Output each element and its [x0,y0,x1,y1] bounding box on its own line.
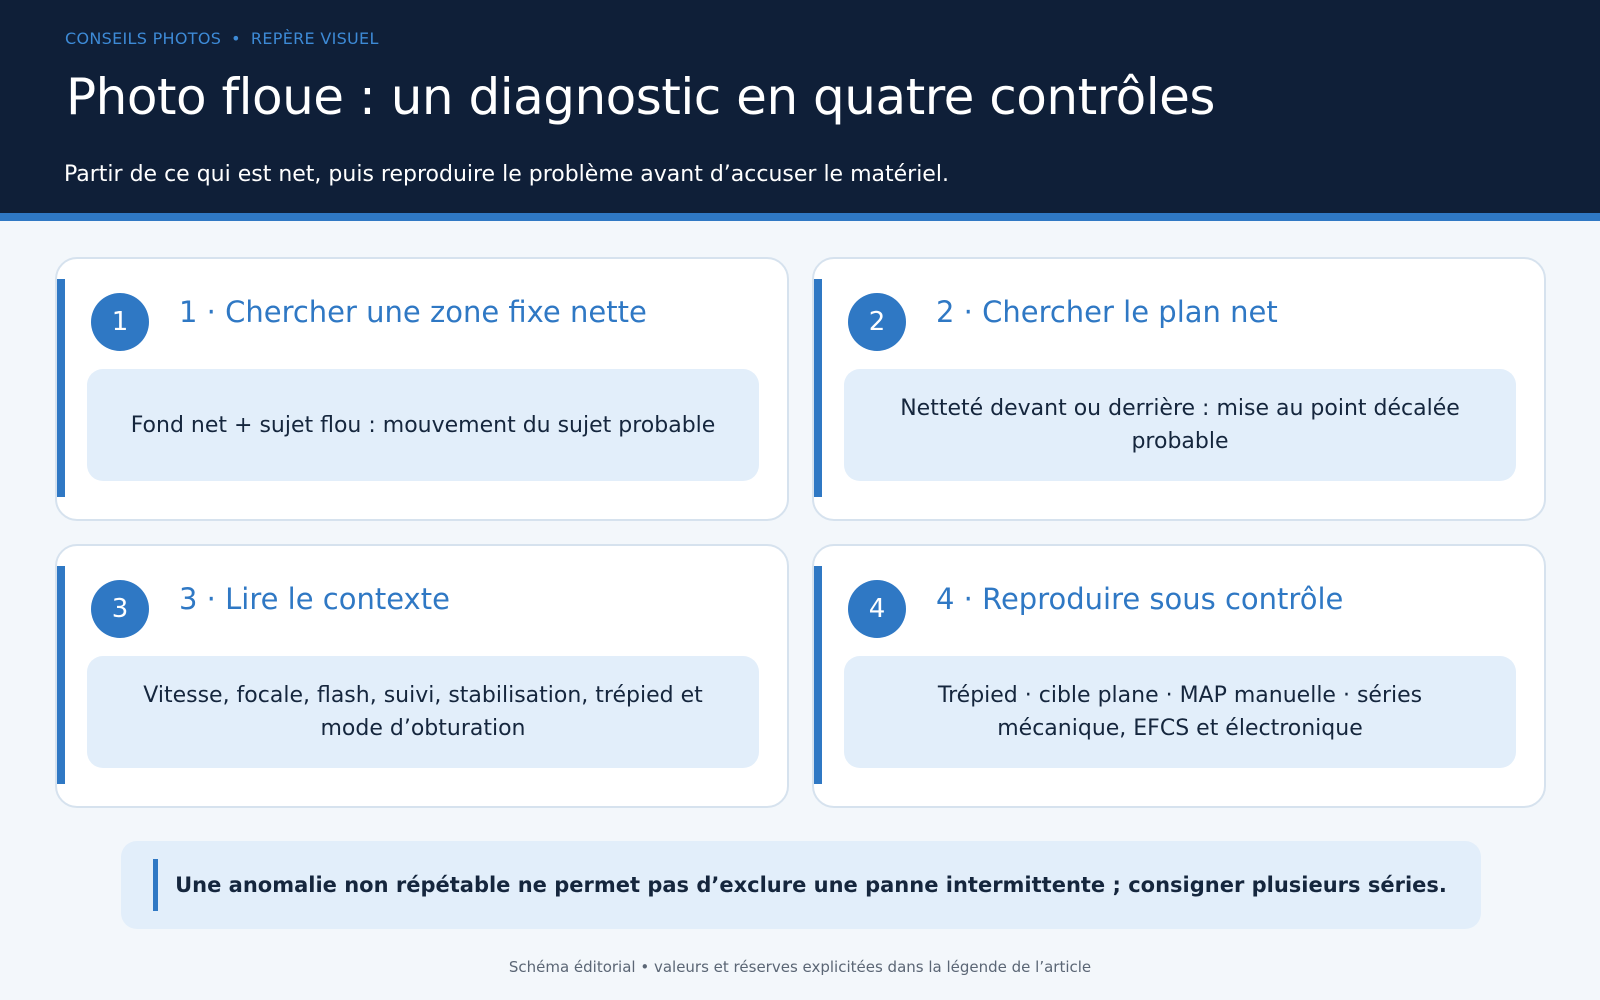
footer-caption: Schéma éditorial • valeurs et réserves explicitées dans la légende de l’article [508,958,1092,976]
page-header [0,0,1600,221]
step-number-badge: 1 [91,293,149,351]
step-title: 3 · Lire le contexte [179,582,450,616]
step-card-1 [55,257,789,521]
card-accent-bar [814,279,822,497]
step-number-badge: 4 [848,580,906,638]
eyebrow-category: CONSEILS PHOTOS [65,29,222,48]
step-description: Netteté devant ou derrière : mise au point décalée probable [844,369,1516,481]
page-title: Photo floue : un diagnostic en quatre contrôles [66,68,1215,126]
step-title: 4 · Reproduire sous contrôle [936,582,1344,616]
step-card-3 [55,544,789,808]
step-description: Trépied · cible plane · MAP manuelle · séries mécanique, EFCS et électronique [844,656,1516,768]
step-description: Vitesse, focale, flash, suivi, stabilisation, trépied et mode d’obturation [87,656,759,768]
step-title: 2 · Chercher le plan net [936,295,1278,329]
card-accent-bar [57,279,65,497]
note-text: Une anomalie non répétable ne permet pas d’exclure une panne intermittente ; consigner plusieurs séries. [175,873,1447,897]
eyebrow-separator: • [231,29,241,48]
warning-note [121,841,1481,929]
page-subtitle: Partir de ce qui est net, puis reproduire le problème avant d’accuser le matériel. [64,162,949,187]
step-description: Fond net + sujet flou : mouvement du sujet probable [87,369,759,481]
eyebrow [65,29,379,48]
eyebrow-tag: REPÈRE VISUEL [250,29,379,48]
card-accent-bar [814,566,822,784]
step-card-2 [812,257,1546,521]
step-title: 1 · Chercher une zone fixe nette [179,295,647,329]
step-number-badge: 3 [91,580,149,638]
step-number-badge: 2 [848,293,906,351]
step-card-4 [812,544,1546,808]
card-accent-bar [57,566,65,784]
